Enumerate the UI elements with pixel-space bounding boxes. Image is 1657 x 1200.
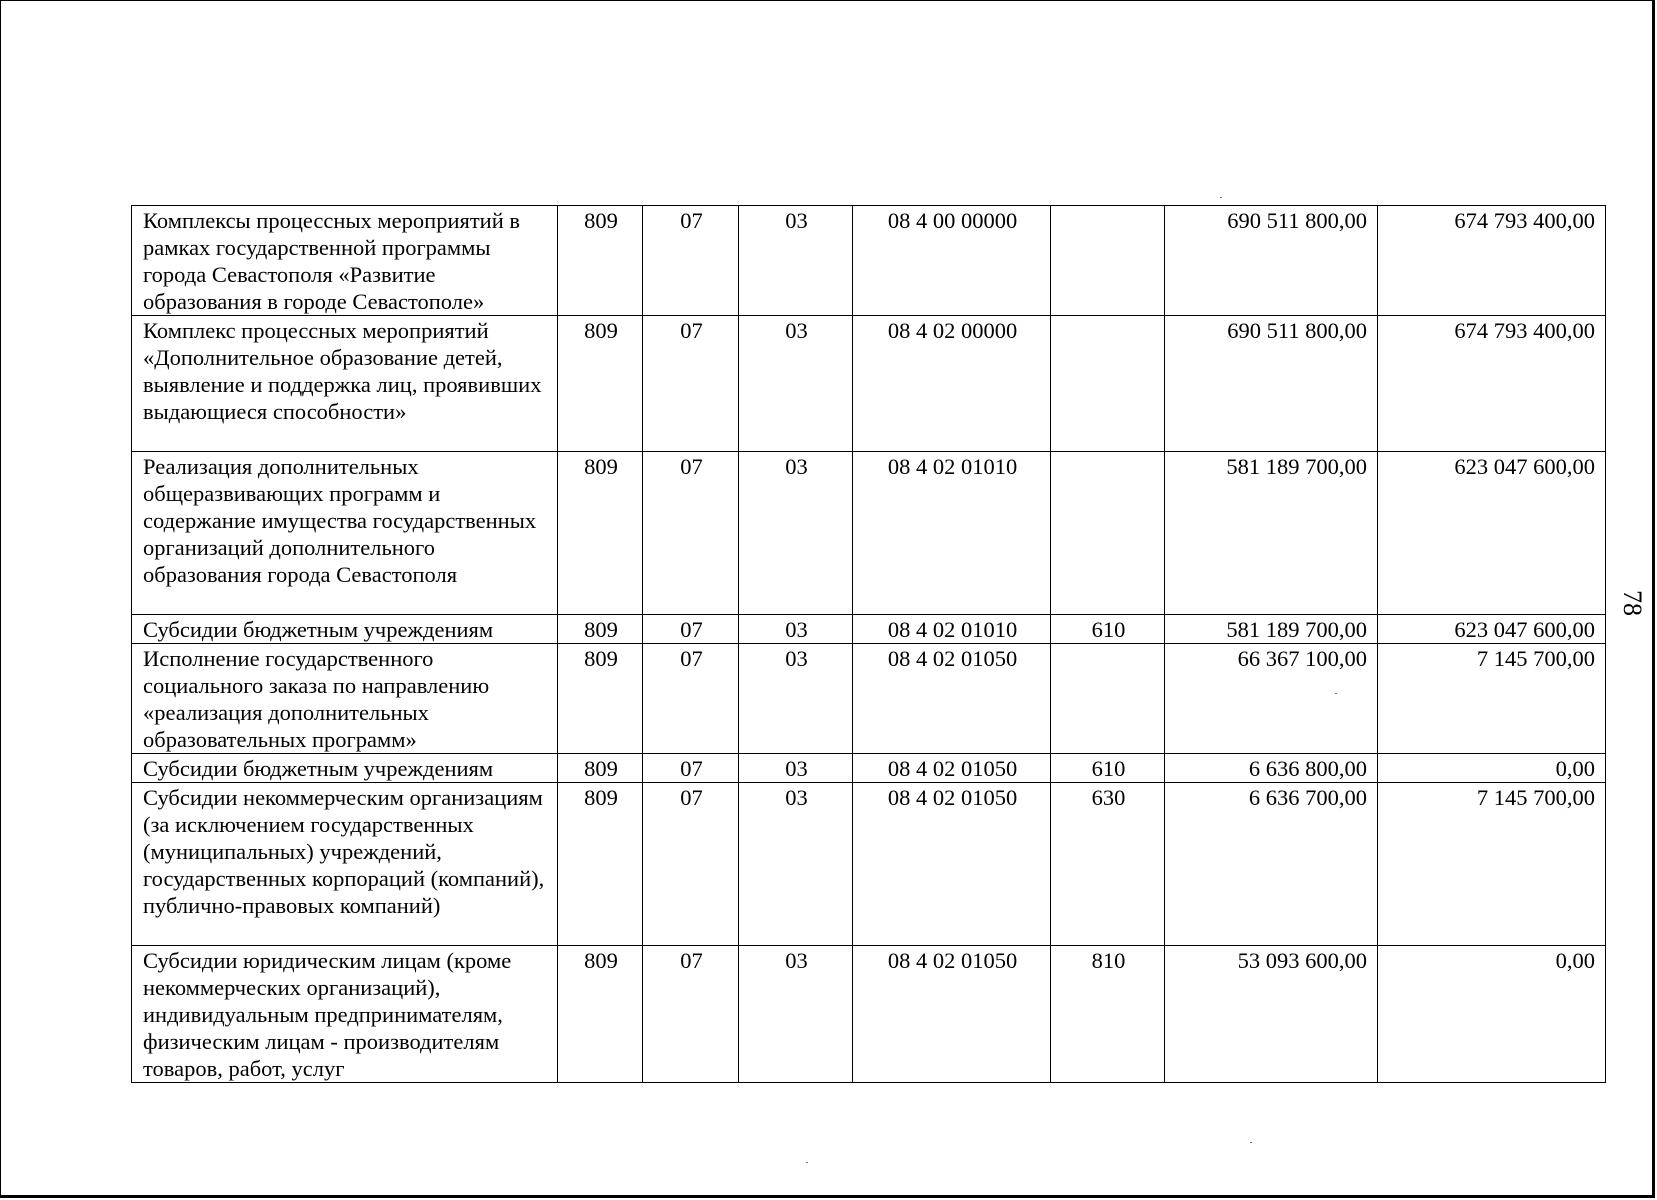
ministry-code-cell: 809 [558, 783, 643, 946]
amount-1-cell: 53 093 600,00 [1165, 946, 1378, 1083]
amount-2-cell: 674 793 400,00 [1378, 316, 1606, 452]
amount-2-cell: 7 145 700,00 [1378, 783, 1606, 946]
amount-1-cell: 690 511 800,00 [1165, 316, 1378, 452]
ministry-code-cell: 809 [558, 452, 643, 615]
subsection-cell: 03 [739, 754, 853, 783]
amount-1-cell: 6 636 700,00 [1165, 783, 1378, 946]
amount-2-cell: 623 047 600,00 [1378, 615, 1606, 644]
amount-2-cell: 674 793 400,00 [1378, 206, 1606, 316]
table-row [132, 316, 1606, 452]
amount-2-cell: 0,00 [1378, 754, 1606, 783]
expense-type-cell [1051, 452, 1165, 615]
table-row [132, 206, 1606, 316]
target-article-cell: 08 4 02 01050 [853, 644, 1051, 754]
table-row [132, 644, 1606, 754]
page-number: 78 [1618, 590, 1647, 616]
expense-type-cell [1051, 644, 1165, 754]
table-row [132, 452, 1606, 615]
row-name-cell: Субсидии бюджетным учреждениям [132, 754, 558, 783]
row-name-cell: Комплекс процессных мероприятий «Дополнительное образование детей, выявление и поддержка лиц, проявивших выдающиеся способности» [132, 316, 558, 452]
amount-1-cell: 6 636 800,00 [1165, 754, 1378, 783]
row-name-cell: Исполнение государственного социального заказа по направлению «реализация дополнительных образовательных программ» [132, 644, 558, 754]
ministry-code-cell: 809 [558, 946, 643, 1083]
ministry-code-cell: 809 [558, 615, 643, 644]
target-article-cell: 08 4 02 01050 [853, 754, 1051, 783]
subsection-cell: 03 [739, 452, 853, 615]
row-name-cell: Субсидии юридическим лицам (кроме некоммерческих организаций), индивидуальным предпринимателям, физическим лицам - производителям товаров, работ, услуг [132, 946, 558, 1083]
row-name-cell: Субсидии бюджетным учреждениям [132, 615, 558, 644]
scan-speck [1220, 197, 1222, 198]
target-article-cell: 08 4 02 01010 [853, 615, 1051, 644]
budget-table [131, 205, 1606, 1083]
section-cell: 07 [643, 615, 739, 644]
section-cell: 07 [643, 316, 739, 452]
table-row [132, 783, 1606, 946]
amount-1-cell: 581 189 700,00 [1165, 452, 1378, 615]
expense-type-cell [1051, 206, 1165, 316]
subsection-cell: 03 [739, 206, 853, 316]
table-row [132, 615, 1606, 644]
scan-speck [806, 1162, 808, 1163]
amount-1-cell: 581 189 700,00 [1165, 615, 1378, 644]
target-article-cell: 08 4 02 00000 [853, 316, 1051, 452]
ministry-code-cell: 809 [558, 206, 643, 316]
section-cell: 07 [643, 754, 739, 783]
amount-2-cell: 0,00 [1378, 946, 1606, 1083]
section-cell: 07 [643, 946, 739, 1083]
section-cell: 07 [643, 644, 739, 754]
expense-type-cell [1051, 316, 1165, 452]
ministry-code-cell: 809 [558, 316, 643, 452]
row-name-cell: Комплексы процессных мероприятий в рамках государственной программы города Севастополя «Развитие образования в городе Севастополе» [132, 206, 558, 316]
scan-speck [1250, 1142, 1252, 1143]
table-row [132, 754, 1606, 783]
expense-type-cell: 610 [1051, 615, 1165, 644]
scan-speck [1335, 693, 1337, 694]
section-cell: 07 [643, 783, 739, 946]
table-body [132, 206, 1606, 1083]
target-article-cell: 08 4 00 00000 [853, 206, 1051, 316]
ministry-code-cell: 809 [558, 754, 643, 783]
subsection-cell: 03 [739, 946, 853, 1083]
subsection-cell: 03 [739, 316, 853, 452]
row-name-cell: Реализация дополнительных общеразвивающих программ и содержание имущества государственных организаций дополнительного образования города Севастополя [132, 452, 558, 615]
table-row [132, 946, 1606, 1083]
expense-type-cell: 630 [1051, 783, 1165, 946]
ministry-code-cell: 809 [558, 644, 643, 754]
amount-2-cell: 7 145 700,00 [1378, 644, 1606, 754]
amount-1-cell: 690 511 800,00 [1165, 206, 1378, 316]
row-name-cell: Субсидии некоммерческим организациям (за исключением государственных (муниципальных) учреждений, государственных корпораций (компаний), публично-правовых компаний) [132, 783, 558, 946]
section-cell: 07 [643, 452, 739, 615]
target-article-cell: 08 4 02 01050 [853, 783, 1051, 946]
section-cell: 07 [643, 206, 739, 316]
amount-1-cell: 66 367 100,00 [1165, 644, 1378, 754]
expense-type-cell: 810 [1051, 946, 1165, 1083]
amount-2-cell: 623 047 600,00 [1378, 452, 1606, 615]
subsection-cell: 03 [739, 644, 853, 754]
target-article-cell: 08 4 02 01050 [853, 946, 1051, 1083]
subsection-cell: 03 [739, 615, 853, 644]
target-article-cell: 08 4 02 01010 [853, 452, 1051, 615]
subsection-cell: 03 [739, 783, 853, 946]
expense-type-cell: 610 [1051, 754, 1165, 783]
